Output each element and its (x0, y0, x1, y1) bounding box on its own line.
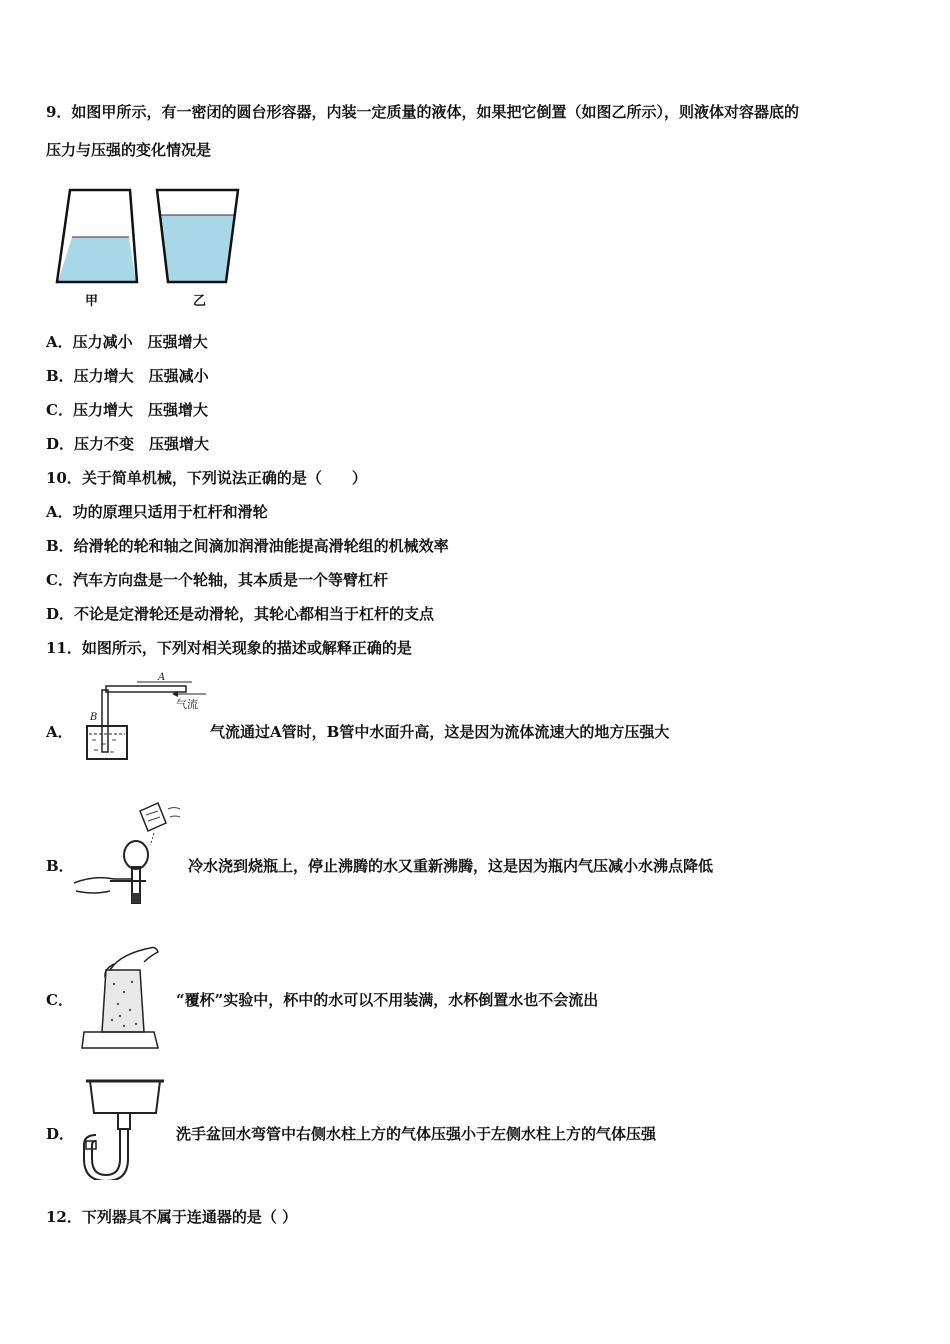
q11-stem: 11．如图所示，下列对相关现象的描述或解释正确的是 (46, 639, 412, 657)
q11-option-c-text: “覆杯”实验中，杯中的水可以不用装满，水杯倒置水也不会流出 (176, 991, 599, 1009)
container-yi (157, 190, 238, 282)
fig-label-yi: 乙 (193, 294, 207, 309)
q11-figure-d-sink-trap (80, 1075, 175, 1180)
q12-stem: 12．下列器具不属于连通器的是（ ） (46, 1208, 298, 1226)
q9-option-b: B．压力增大 压强减小 (46, 367, 209, 385)
label-a-tube: A (158, 672, 166, 683)
q9-option-d: D．压力不变 压强增大 (46, 435, 210, 453)
q10-option-c: C．汽车方向盘是一个轮轴，其本质是一个等臂杠杆 (46, 571, 388, 589)
q11-option-a-letter: A． (46, 723, 73, 741)
q11-figure-c-inverted-cup (80, 940, 180, 1052)
q10-option-a: A．功的原理只适用于杠杆和滑轮 (46, 503, 268, 521)
q11-option-b-text: 冷水浇到烧瓶上，停止沸腾的水又重新沸腾，这是因为瓶内气压减小水沸点降低 (188, 857, 714, 875)
q11-option-c-letter: C． (46, 991, 73, 1009)
q11-figure-b-flask (70, 795, 190, 910)
q11-option-d-text: 洗手盆回水弯管中右侧水柱上方的气体压强小于左侧水柱上方的气体压强 (176, 1125, 657, 1143)
label-b-tube: B (90, 712, 98, 723)
q11-option-a-text: 气流通过A管时，B管中水面升高，这是因为流体流速大的地方压强大 (210, 723, 670, 741)
q9-option-c: C．压力增大 压强增大 (46, 401, 208, 419)
liquid-yi (160, 215, 236, 282)
q9-containers-figure (50, 185, 245, 285)
label-airflow: 气流 (176, 698, 198, 711)
q11-option-d-letter: D． (46, 1125, 75, 1143)
q9-stem-line1: 9．如图甲所示，有一密闭的圆台形容器，内装一定质量的液体，如果把它倒置（如图乙所示），则液体对容器底的 (46, 103, 799, 121)
q10-option-b: B．给滑轮的轮和轴之间滴加润滑油能提高滑轮组的机械效率 (46, 537, 449, 555)
q9-option-a: A．压力减小 压强增大 (46, 333, 208, 351)
fig-label-jia: 甲 (85, 294, 99, 309)
q10-option-d: D．不论是定滑轮还是动滑轮，其轮心都相当于杠杆的支点 (46, 605, 435, 623)
q11-option-b-letter: B． (46, 857, 74, 875)
container-jia (57, 190, 137, 282)
q11-figure-a-venturi (82, 668, 212, 763)
q9-stem-line2: 压力与压强的变化情况是 (46, 141, 212, 159)
liquid-jia (58, 237, 136, 282)
q10-stem: 10．关于简单机械，下列说法正确的是（ ） (46, 469, 367, 487)
